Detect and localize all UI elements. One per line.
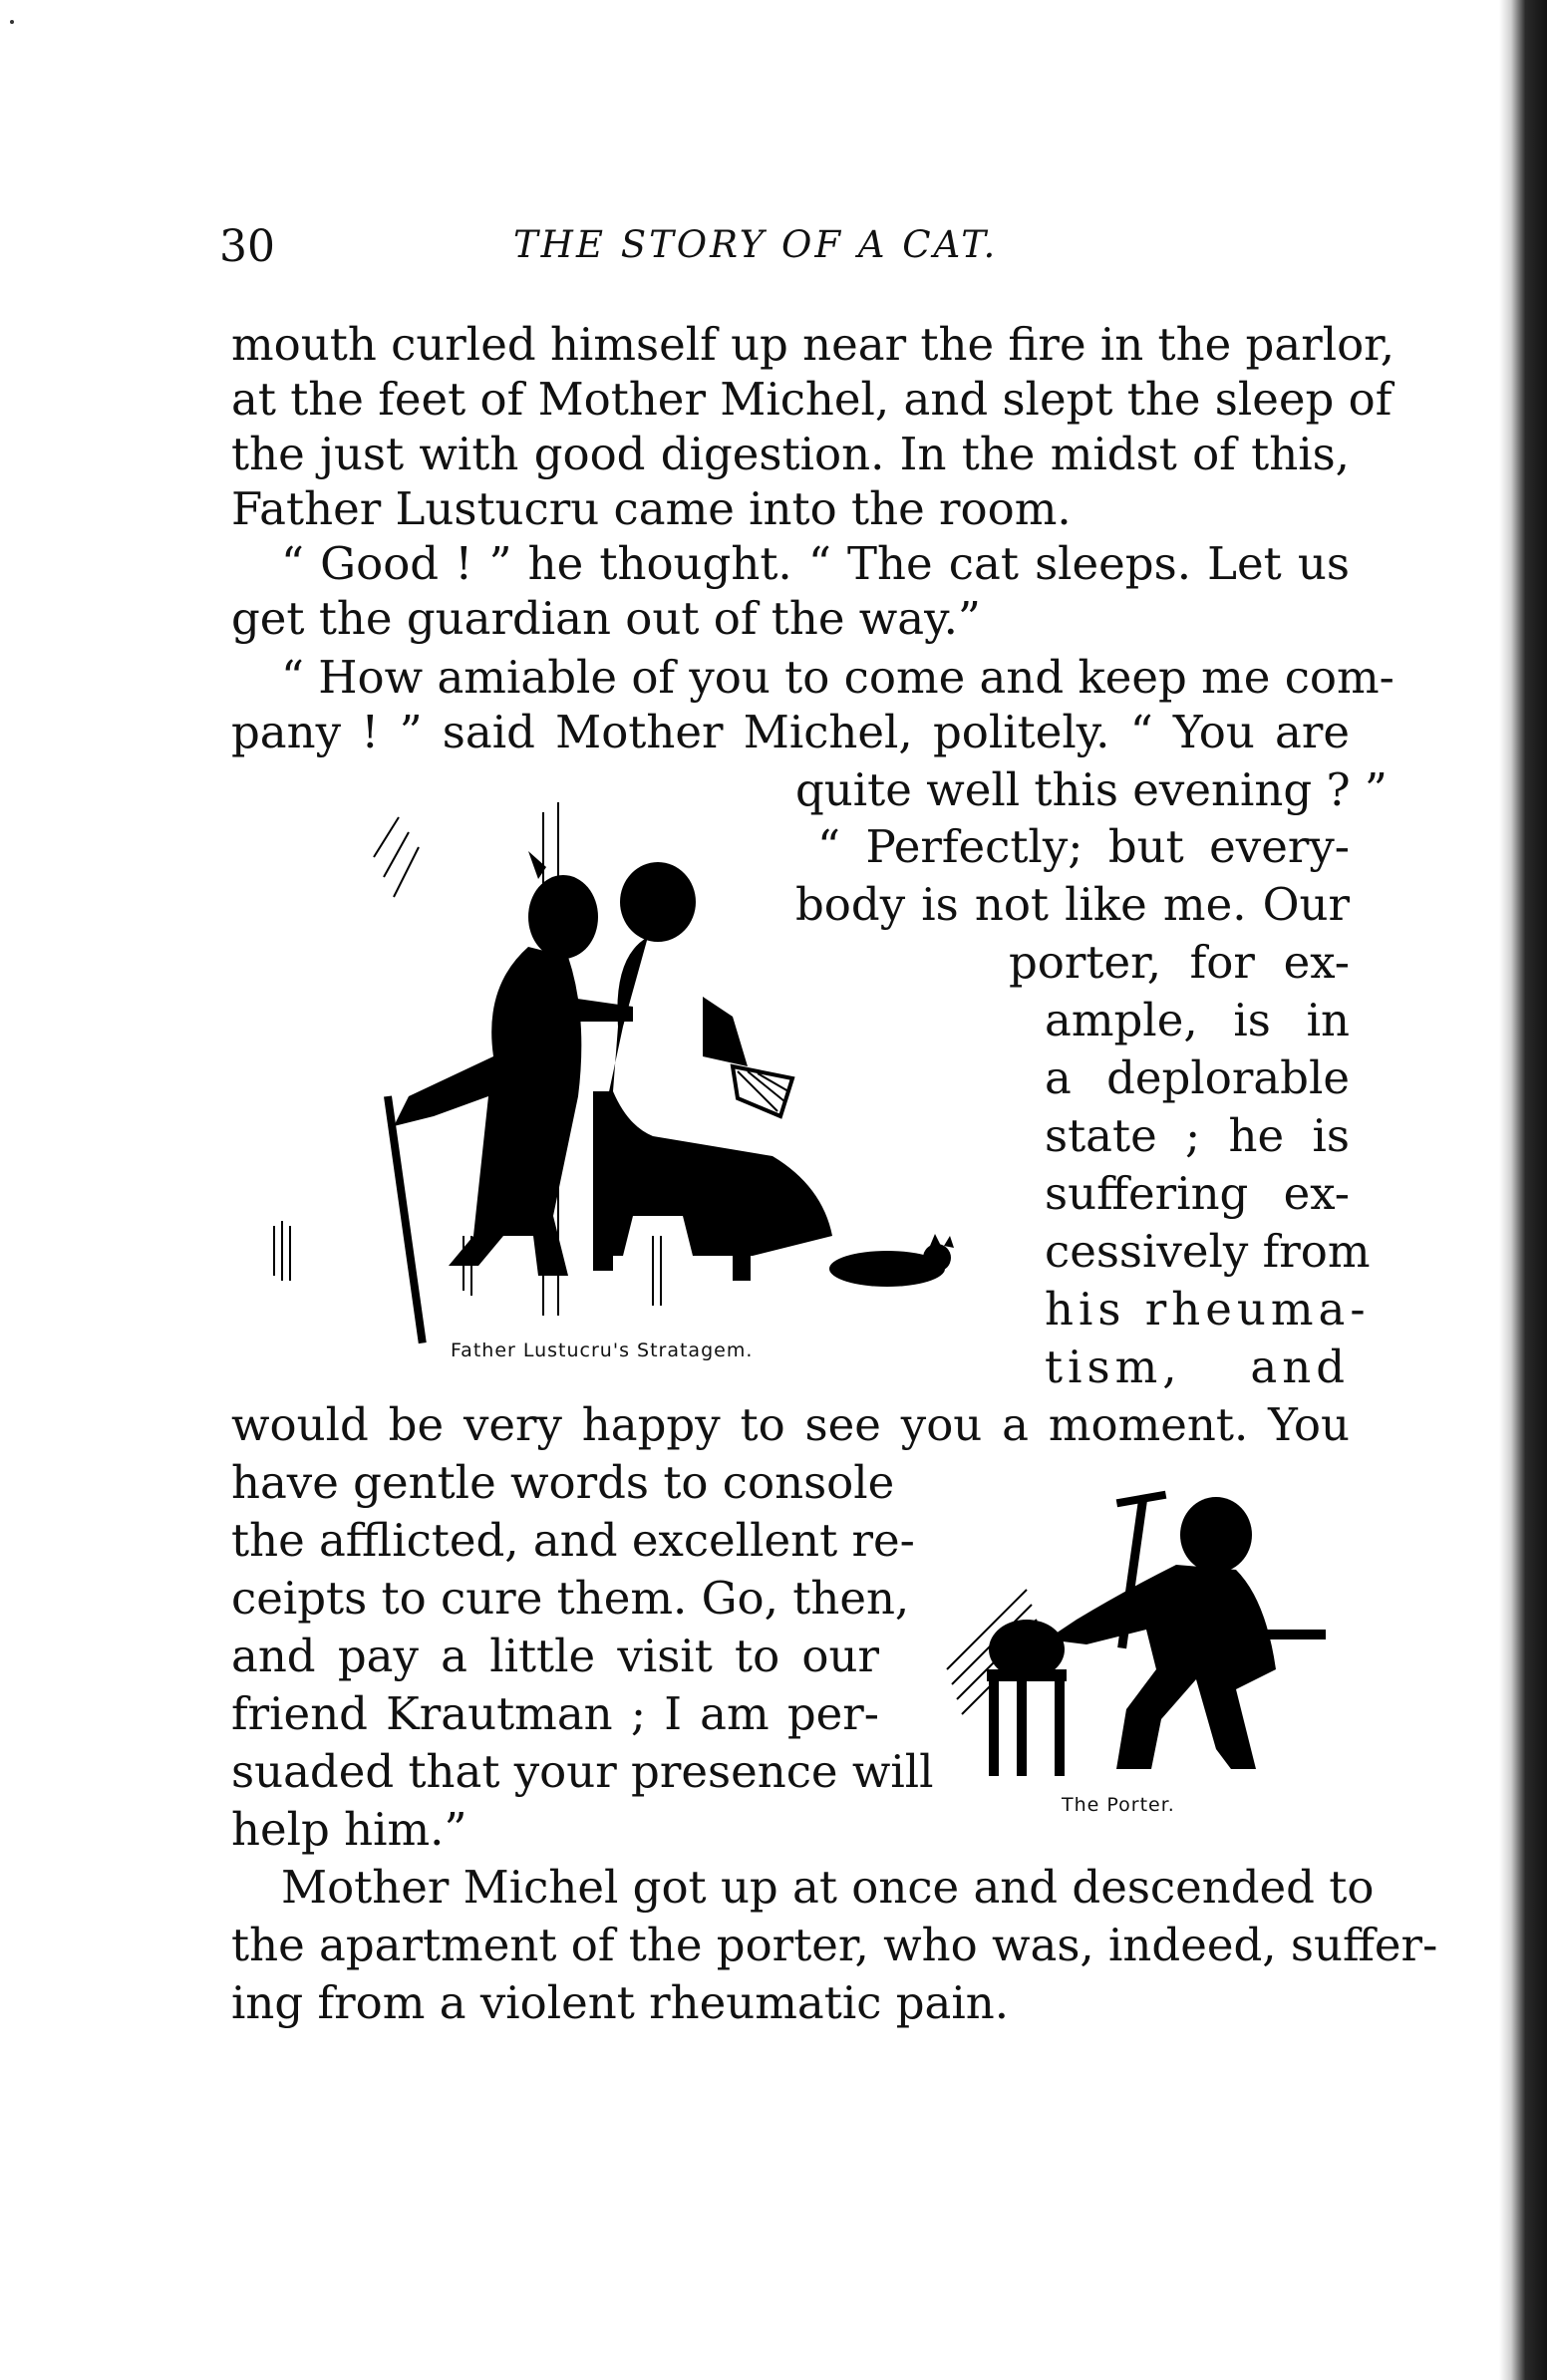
text-line: quite well this evening ? ” xyxy=(795,763,1388,816)
speck xyxy=(10,20,14,24)
text-line: the apartment of the porter, who was, indeed, suffer- xyxy=(231,1919,1438,1971)
porter-caption: The Porter. xyxy=(1062,1794,1175,1816)
page-edge-shadow xyxy=(1499,0,1547,2380)
running-title: THE STORY OF A CAT. xyxy=(513,223,999,266)
text-line: have gentle words to console xyxy=(231,1456,895,1509)
text-line: Mother Michel got up at once and descended to xyxy=(281,1861,1375,1914)
text-line: would be very happy to see you a moment. You xyxy=(231,1398,1350,1451)
text-line: “ Perfectly; but every- xyxy=(817,820,1350,873)
text-line: ceipts to cure them. Go, then, xyxy=(231,1572,910,1625)
text-line: body is not like me. Our xyxy=(795,878,1350,931)
stratagem-illustration xyxy=(234,797,1022,1336)
text-line: ample, is in xyxy=(1045,994,1350,1046)
stratagem-caption: Father Lustucru's Stratagem. xyxy=(451,1339,754,1361)
text-line: suaded that your presence will xyxy=(231,1745,934,1798)
text-line: mouth curled himself up near the fire in the parlor, xyxy=(231,318,1395,371)
text-line: the just with good digestion. In the midst of this, xyxy=(231,428,1350,480)
text-line: get the guardian out of the way.” xyxy=(231,592,981,645)
porter-illustration xyxy=(877,1470,1336,1789)
page-number: 30 xyxy=(219,221,275,272)
text-line: cessively from xyxy=(1045,1225,1371,1278)
text-line: his rheuma- xyxy=(1045,1283,1371,1336)
text-line: state ; he is xyxy=(1045,1109,1350,1162)
text-line: tism, and xyxy=(1045,1340,1350,1393)
text-line: the afflicted, and excellent re- xyxy=(231,1514,915,1567)
text-line: “ Good ! ” he thought. “ The cat sleeps. Let us xyxy=(281,537,1350,590)
text-line: porter, for ex- xyxy=(1009,936,1350,989)
text-line: and pay a little visit to our xyxy=(231,1630,879,1682)
text-line: pany ! ” said Mother Michel, politely. “ You are xyxy=(231,706,1350,758)
text-line: Father Lustucru came into the room. xyxy=(231,482,1072,535)
text-line: help him.” xyxy=(231,1803,467,1856)
text-line: suffering ex- xyxy=(1045,1167,1350,1220)
text-line: “ How amiable of you to come and keep me com- xyxy=(281,651,1394,704)
text-line: ing from a violent rheumatic pain. xyxy=(231,1976,1010,2029)
text-line: friend Krautman ; I am per- xyxy=(231,1687,879,1740)
text-line: a deplorable xyxy=(1045,1051,1350,1104)
text-line: at the feet of Mother Michel, and slept the sleep of xyxy=(231,373,1392,426)
